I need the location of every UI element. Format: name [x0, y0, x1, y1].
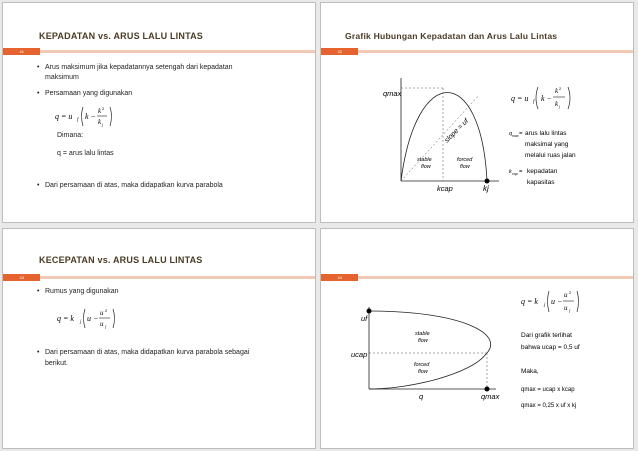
svg-text:cap: cap [512, 172, 518, 176]
title-bar [3, 274, 315, 281]
forced-label-1: forced [414, 362, 430, 368]
kcap-label: kcap [437, 184, 453, 193]
stable-label-1: stable [415, 331, 430, 337]
slide-number: 41 [19, 49, 24, 54]
qmax-def-1: arus lalu lintas [525, 130, 567, 137]
svg-text:q = k: q = k [57, 314, 74, 323]
svg-text:u: u [564, 291, 568, 299]
slide-title: Grafik Hubungan Kepadatan dan Arus Lalu Lintas [345, 31, 558, 41]
svg-text:j: j [559, 104, 561, 109]
bullet-1: • Rumus yang digunakan [45, 287, 119, 298]
stable-label-2: flow [421, 164, 431, 170]
formula-q-ku [53, 303, 133, 333]
svg-text:=: = [519, 131, 523, 137]
svg-text:max: max [512, 134, 519, 138]
uf-label: uf [361, 314, 368, 323]
slide-42 [320, 2, 634, 223]
svg-text:k: k [98, 118, 102, 126]
maka-label: Maka, [521, 368, 539, 375]
formula-q [53, 101, 133, 131]
svg-text:k −: k − [541, 94, 552, 103]
stable-label-1: stable [417, 157, 432, 163]
svg-text:2: 2 [569, 290, 572, 295]
svg-text:j: j [80, 320, 82, 325]
stable-label-2: flow [418, 338, 428, 344]
forced-label-2: flow [418, 369, 428, 375]
formula-q-kf [511, 86, 570, 109]
formula-q-ku [521, 290, 579, 313]
svg-text:u: u [100, 320, 104, 328]
svg-text:f: f [105, 324, 107, 329]
kcap-def-2: kapasitas [527, 179, 555, 186]
svg-text:k: k [555, 100, 559, 108]
slope-label: slope = uf [443, 117, 471, 145]
svg-text:2: 2 [102, 106, 105, 111]
slide-number: 42 [337, 49, 342, 54]
result-1: qmax = ucap x kcap [521, 387, 575, 393]
svg-text:q: q [509, 131, 513, 137]
qmax-def-2: maksimal yang [525, 141, 569, 148]
svg-text:u −: u − [87, 314, 99, 323]
bullet-2-cont: berikut. [45, 360, 68, 367]
svg-text:q = u: q = u [55, 112, 73, 121]
conclusion-1: Dari grafik terlihat [521, 332, 572, 339]
svg-text:2: 2 [559, 86, 562, 91]
svg-text:u: u [100, 309, 104, 317]
title-bar [3, 48, 315, 55]
bullet-1: • Arus maksimum jika kepadatannya setengah dari kepadatan [45, 63, 233, 74]
slide-title: KEPADATAN vs. ARUS LALU LINTAS [39, 31, 204, 41]
slide-number: 44 [337, 275, 342, 280]
density-flow-chart [321, 3, 634, 223]
slide-44 [320, 228, 634, 449]
svg-text:j: j [544, 303, 546, 308]
bullet-1-cont: maksimum [45, 74, 79, 81]
bullet-3: • Dari persamaan di atas, maka didapatkan kurva parabola [45, 181, 223, 192]
svg-text:q = u: q = u [511, 94, 529, 103]
svg-text:2: 2 [105, 308, 108, 313]
qmax-label: qmax [383, 89, 402, 98]
forced-label-1: forced [457, 157, 473, 163]
q-definition: q = arus lalu lintas [57, 150, 114, 157]
forced-label-2: flow [460, 164, 470, 170]
result-2: qmax = 0,25 x uf x kj [521, 403, 577, 409]
conclusion-2: bahwa ucap = 0,5 uf [521, 344, 580, 351]
speed-flow-chart [321, 229, 634, 449]
qmax-label: qmax [481, 392, 500, 401]
svg-text:j: j [102, 122, 104, 127]
slide-number: 43 [19, 275, 24, 280]
ucap-label: ucap [351, 350, 368, 359]
svg-text:q = k: q = k [521, 297, 538, 306]
q-label: q [419, 392, 424, 401]
svg-text:f: f [569, 308, 571, 313]
svg-text:u: u [564, 304, 568, 312]
svg-text:=: = [519, 169, 523, 175]
slide-title: KECEPATAN vs. ARUS LALU LINTAS [39, 255, 203, 265]
svg-text:k −: k − [85, 112, 96, 121]
svg-text:u −: u − [551, 297, 563, 306]
svg-text:k: k [555, 87, 559, 95]
slide-43 [2, 228, 316, 449]
kj-label: kj [483, 184, 489, 193]
kcap-def-1: kepadatan [527, 168, 558, 175]
qmax-def-3: melalui ruas jalan [525, 152, 576, 159]
svg-text:f: f [533, 100, 535, 105]
svg-text:k: k [509, 169, 512, 175]
svg-text:f: f [77, 118, 79, 123]
svg-text:k: k [98, 107, 102, 115]
bullet-2: • Dari persamaan di atas, maka didapatkan kurva parabola sebagai [45, 348, 249, 359]
dimana-label: Dimana: [57, 132, 84, 139]
bullet-2: • Persamaan yang digunakan [45, 89, 132, 100]
slide-41 [2, 2, 316, 223]
